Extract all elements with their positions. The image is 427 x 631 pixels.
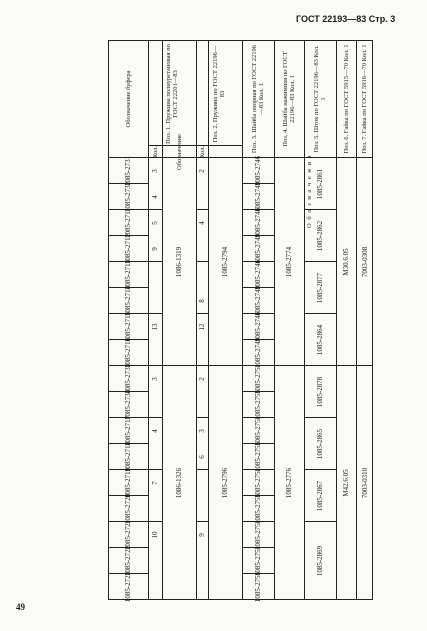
- pos3-designation: 1085-2755: [254, 441, 262, 473]
- pos4-designation: 1085-2774: [285, 246, 293, 278]
- pos3-designation: 1085-2746: [254, 259, 262, 291]
- pos2-qty-subheader: Кол.: [198, 145, 206, 159]
- pos2-qty: 4: [198, 221, 206, 225]
- pos6-header: Поз. 6. Гайка по ГОСТ 5915—70 Кол. 1: [342, 44, 350, 154]
- pos5-divider: [304, 469, 336, 470]
- buffer-code: 1085-2733: [124, 363, 132, 395]
- pos1-qty: 4: [151, 195, 159, 199]
- pos3-designation: 1085-2749: [254, 337, 262, 369]
- buffer-code: 1085-2711: [124, 207, 132, 239]
- pos3-designation: 1085-2755: [254, 493, 262, 525]
- qty-divider: [196, 469, 208, 470]
- pos1-qty: 10: [151, 531, 159, 539]
- buffer-code: 1085-2723: [124, 571, 132, 603]
- page-header: ГОСТ 22193—83 Стр. 3: [296, 14, 396, 24]
- designations-band-label: О б о з н а ч е н и я: [306, 154, 313, 228]
- qty-divider: [148, 469, 162, 470]
- pos3-designation: 1085-2751: [254, 519, 262, 551]
- qty-divider: [148, 313, 162, 314]
- pos3-designation: 1085-2746: [254, 207, 262, 239]
- buffer-code: 1085-2721: [124, 519, 132, 551]
- pos6-designation: М42.6.05: [342, 469, 350, 497]
- pos1-designation: 1086-1326: [175, 467, 183, 499]
- specification-table: [108, 40, 373, 603]
- buffer-code: 1085-2717: [124, 415, 132, 447]
- pos2-qty: 2: [198, 169, 206, 173]
- pos1-header: Поз. 1. Пружина полиуретановая по ГОСТ 22201—83: [165, 44, 179, 144]
- pos3-designation: 1085-2749: [254, 181, 262, 213]
- pos2-qty: 3: [198, 429, 206, 433]
- qty-divider: [148, 521, 162, 522]
- buffer-code: 1085-2712: [124, 233, 132, 265]
- pos5-divider: [304, 521, 336, 522]
- pos3-designation: 1085-2749: [254, 233, 262, 265]
- pos3-designation: 1085-2751: [254, 545, 262, 577]
- buffer-code: 1085-2719: [124, 467, 132, 499]
- pos1-qty: 7: [151, 481, 159, 485]
- buffer-code: 1085-2714: [124, 285, 132, 317]
- pos3-designation: 1085-2751: [254, 467, 262, 499]
- qty-divider: [148, 261, 162, 262]
- pos2-designation: 1085-2796: [221, 467, 229, 499]
- pos6-designation: М30.6.05: [342, 248, 350, 276]
- pos5-designation: 1085-2877: [316, 272, 324, 304]
- pos5-divider: [304, 417, 336, 418]
- buffer-code: 1085-2713: [124, 259, 132, 291]
- pos3-designation: 1085-2755: [254, 389, 262, 421]
- pos3-designation: 1085-2746: [254, 155, 262, 187]
- pos5-designation: 1085-2864: [316, 324, 324, 356]
- qty-divider: [196, 417, 208, 418]
- pos1-qty: 13: [151, 323, 159, 331]
- page-number: 49: [16, 602, 25, 612]
- pos3-header: Поз. 3. Шайба опорная по ГОСТ 22196—83 Кол. 1: [251, 44, 265, 154]
- buffer-code: 1085-2734: [124, 389, 132, 421]
- pos3-designation: 1085-2751: [254, 363, 262, 395]
- buffer-code: 1085-2715: [124, 311, 132, 343]
- pos7-designation: 7003-0310: [360, 467, 369, 499]
- pos1-qty-subheader: Кол.: [151, 145, 159, 159]
- pos1-designation: 1086-1319: [175, 246, 183, 278]
- pos5-designation: 1085-2862: [316, 220, 324, 252]
- buffer-code: 1085-2731: [124, 155, 132, 187]
- qty-divider: [148, 209, 162, 210]
- pos5-designation: 1085-2861: [316, 168, 324, 200]
- buffer-code: 1085-2720: [124, 493, 132, 525]
- pos2-qty: 12: [198, 323, 206, 331]
- pos2-designation: 1085-2794: [221, 246, 229, 278]
- pos2-qty: 9: [198, 533, 206, 537]
- pos5-divider: [304, 365, 336, 366]
- pos3-designation: 1085-2755: [254, 571, 262, 603]
- pos3-designation: 1085-2751: [254, 415, 262, 447]
- pos5-designation: 1085-2865: [316, 428, 324, 460]
- pos1-qty: 9: [151, 247, 159, 251]
- pos5-header: Поз. 5. Шток по ГОСТ 22196—83 Кол. 1: [313, 45, 327, 153]
- pos2-header: Поз. 2. Пружина по ГОСТ 22196—83: [212, 45, 226, 143]
- pos1-designation-subheader: Обозначение: [175, 134, 183, 170]
- qty-divider: [148, 417, 162, 418]
- pos5-designation: 1085-2878: [316, 376, 324, 408]
- qty-divider: [196, 313, 208, 314]
- buffer-code: 1085-2716: [124, 337, 132, 369]
- pos3-designation: 1085-2749: [254, 285, 262, 317]
- qty-divider: [196, 209, 208, 210]
- qty-divider: [196, 521, 208, 522]
- pos7-header: Поз. 7. Гайка по ГОСТ 5916—70 Кол. 1: [361, 44, 368, 154]
- col-code-header: Обозначение буфера: [124, 70, 132, 128]
- pos1-qty: 3: [151, 169, 159, 173]
- pos4-header: Поз. 4. Шайба нажимная по ГОСТ 22196—83 Кол. 1: [282, 51, 296, 147]
- pos3-designation: 1085-2746: [254, 311, 262, 343]
- qty-divider: [196, 365, 208, 366]
- pos5-designation: 1085-2867: [316, 480, 324, 512]
- buffer-code: 1085-2718: [124, 441, 132, 473]
- pos1-qty: 3: [151, 377, 159, 381]
- pos2-qty: 2: [198, 377, 206, 381]
- pos1-qty: 4: [151, 429, 159, 433]
- qty-divider: [148, 365, 162, 366]
- pos2-qty: 8: [198, 299, 206, 303]
- buffer-code: 1085-2732: [124, 181, 132, 213]
- pos5-divider: [304, 261, 336, 262]
- pos7-designation: 7003-0308: [360, 246, 369, 278]
- pos5-designation: 1085-2869: [316, 545, 324, 577]
- buffer-code: 1085-2722: [124, 545, 132, 577]
- pos4-designation: 1085-2776: [285, 467, 293, 499]
- pos5-divider: [304, 313, 336, 314]
- pos2-qty: 6: [198, 455, 206, 459]
- qty-divider: [196, 261, 208, 262]
- pos1-qty: 5: [151, 221, 159, 225]
